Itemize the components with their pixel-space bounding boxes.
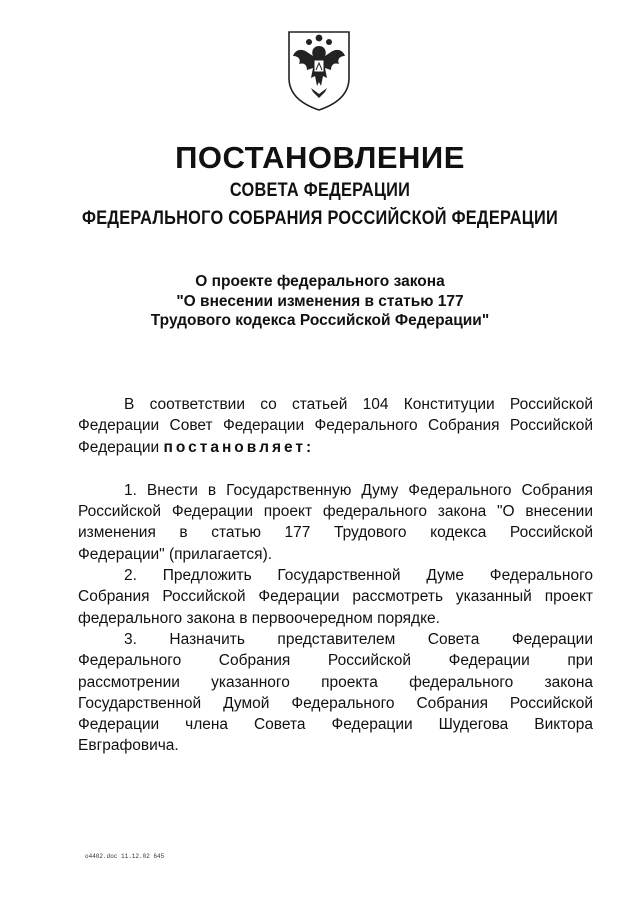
- subject-line: О проекте федерального закона: [195, 273, 445, 290]
- preamble-line: Федерации Совет Федерации Федерального Собрания Российской: [78, 417, 593, 435]
- item-line: федерального закона в первоочередном порядке.: [78, 609, 440, 627]
- item-line: Собрания Российской Федерации рассмотреть указанный проект: [78, 588, 593, 606]
- item-line: Федерации члена Совета Федерации Шудегова Виктора: [78, 716, 593, 734]
- item-line: Российской Федерации проект федерального закона "О внесении: [78, 503, 593, 521]
- issuing-body-line-2: ФЕДЕРАЛЬНОГО СОБРАНИЯ РОССИЙСКОЙ ФЕДЕРАЦИИ: [82, 208, 558, 229]
- item-line: Федерального Собрания Российской Федерации при: [78, 652, 593, 670]
- russian-coat-of-arms-icon: [285, 28, 353, 112]
- subject-line: "О внесении изменения в статью 177: [176, 292, 464, 310]
- item-line: 2. Предложить Государственной Думе Федерального: [124, 567, 593, 585]
- document-title: ПОСТАНОВЛЕНИЕ: [175, 140, 465, 175]
- issuing-body-line-1: СОВЕТА ФЕДЕРАЦИИ: [229, 180, 411, 201]
- item-line: Евграфовича.: [78, 737, 179, 755]
- item-line: Федерации" (прилагается).: [78, 545, 273, 563]
- preamble-line: [78, 437, 593, 458]
- item-line: 1. Внести в Государственную Думу Федерального Собрания: [124, 481, 593, 499]
- preamble-prefix: Федерации: [78, 438, 160, 456]
- document-body: [78, 394, 593, 757]
- resolution-item-2: [78, 565, 593, 629]
- item-line: Государственной Думой Федерального Собрания Российской: [78, 694, 593, 712]
- document-subject: [0, 272, 640, 331]
- subject-line: Трудового кодекса Российской Федерации": [150, 312, 490, 329]
- resolution-item-1: [78, 480, 593, 565]
- item-line: 3. Назначить представителем Совета Федерации: [124, 630, 593, 648]
- item-line: рассмотрении указанного проекта федерального закона: [78, 673, 593, 691]
- resolution-verb: постановляет:: [163, 438, 315, 456]
- file-reference-footer: о4402.doc 11.12.02 645: [85, 853, 165, 860]
- resolution-item-3: [78, 629, 593, 757]
- preamble-line: В соответствии со статьей 104 Конституции Российской: [124, 396, 593, 413]
- item-line: изменения в статью 177 Трудового кодекса Российской: [78, 524, 593, 542]
